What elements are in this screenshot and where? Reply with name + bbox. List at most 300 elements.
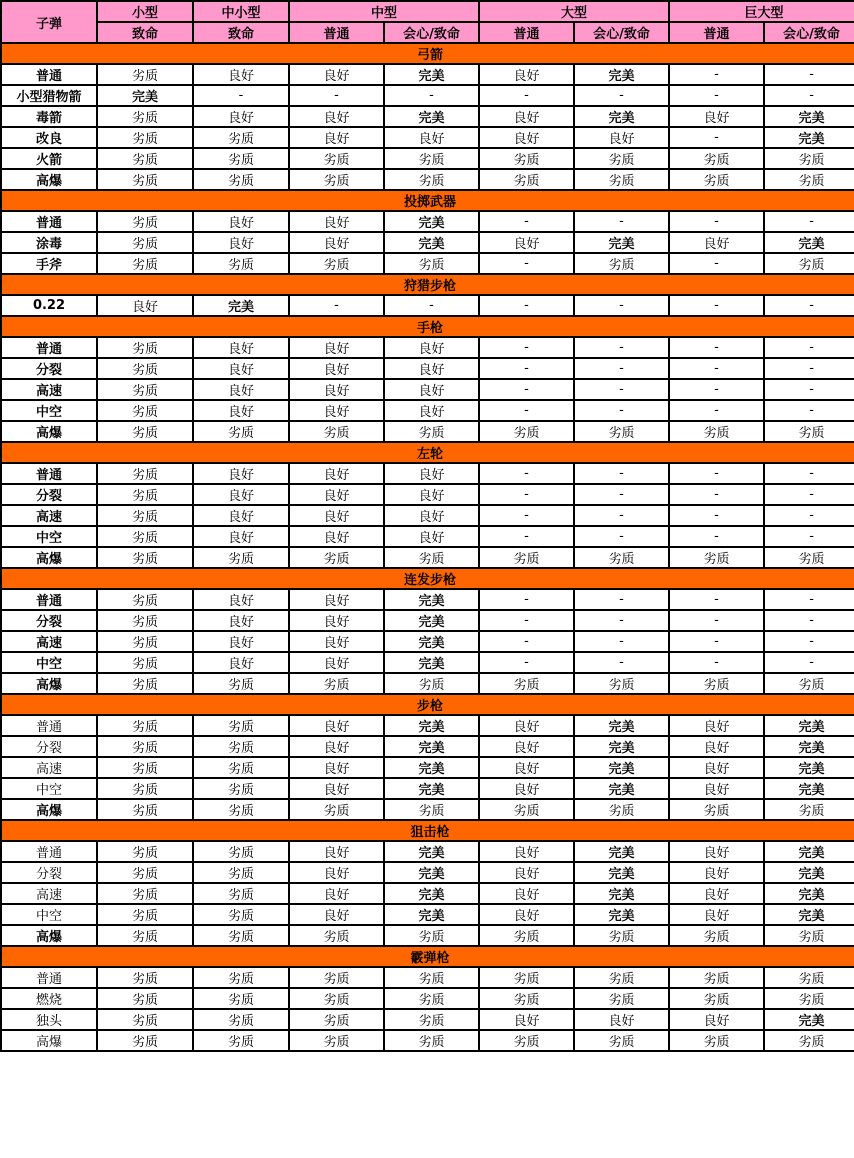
rating-cell: 良好 [669, 106, 764, 127]
ammo-column-header: 子弹 [1, 1, 97, 43]
rating-cell: 劣质 [97, 526, 193, 547]
rating-cell: 劣质 [97, 862, 193, 883]
rating-cell: - [479, 400, 574, 421]
section-title: 弓箭 [1, 43, 854, 64]
rating-cell: 良好 [193, 106, 289, 127]
rating-cell: 劣质 [97, 736, 193, 757]
ammo-name: 涂毒 [1, 232, 97, 253]
rating-cell: 劣质 [669, 967, 764, 988]
rating-cell: 劣质 [764, 148, 854, 169]
rating-cell: 完美 [384, 778, 479, 799]
table-row [1, 400, 854, 421]
rating-cell: 完美 [574, 862, 669, 883]
table-row [1, 484, 854, 505]
table-row [1, 610, 854, 631]
rating-cell: - [669, 64, 764, 85]
ammo-name: 0.22 [1, 295, 97, 316]
table-row [1, 967, 854, 988]
section-title: 狩猎步枪 [1, 274, 854, 295]
rating-cell: 完美 [764, 127, 854, 148]
rating-cell: 良好 [193, 232, 289, 253]
rating-cell: 劣质 [193, 988, 289, 1009]
rating-cell: 劣质 [97, 337, 193, 358]
rating-cell: 完美 [764, 862, 854, 883]
rating-cell: 劣质 [97, 64, 193, 85]
rating-cell: 良好 [289, 64, 384, 85]
rating-cell: 劣质 [97, 484, 193, 505]
table-row [1, 358, 854, 379]
table-row [1, 589, 854, 610]
rating-cell: 完美 [764, 736, 854, 757]
rating-cell: - [764, 610, 854, 631]
subheader-cell: 普通 [289, 22, 384, 43]
rating-cell: - [669, 484, 764, 505]
ammo-name: 独头 [1, 1009, 97, 1030]
rating-cell: - [479, 379, 574, 400]
ammo-name: 高速 [1, 505, 97, 526]
ammo-name: 高爆 [1, 673, 97, 694]
rating-cell: 劣质 [764, 169, 854, 190]
table-row [1, 85, 854, 106]
rating-cell: - [764, 589, 854, 610]
rating-cell: 良好 [193, 505, 289, 526]
rating-cell: 劣质 [384, 421, 479, 442]
rating-cell: 良好 [193, 589, 289, 610]
rating-cell: 劣质 [97, 127, 193, 148]
rating-cell: - [669, 358, 764, 379]
rating-cell: - [574, 589, 669, 610]
rating-cell: 劣质 [479, 799, 574, 820]
header-row-subtypes [1, 22, 854, 43]
rating-cell: 良好 [669, 1009, 764, 1030]
rating-cell: 劣质 [97, 757, 193, 778]
rating-cell: 劣质 [479, 1030, 574, 1051]
size-header-small-medium: 中小型 [193, 1, 289, 22]
rating-cell: - [669, 85, 764, 106]
rating-cell: - [479, 295, 574, 316]
rating-cell: 完美 [764, 106, 854, 127]
table-row [1, 1009, 854, 1030]
rating-cell: 良好 [479, 232, 574, 253]
rating-cell: - [764, 85, 854, 106]
rating-cell: 劣质 [384, 988, 479, 1009]
rating-cell: 劣质 [384, 1030, 479, 1051]
size-header-huge: 巨大型 [669, 1, 854, 22]
rating-cell: 良好 [289, 358, 384, 379]
rating-cell: 良好 [193, 337, 289, 358]
rating-cell: 良好 [479, 127, 574, 148]
rating-cell: - [669, 463, 764, 484]
rating-cell: 劣质 [193, 904, 289, 925]
subheader-cell: 致命 [193, 22, 289, 43]
size-header-medium: 中型 [289, 1, 479, 22]
rating-cell: - [669, 253, 764, 274]
rating-cell: - [764, 295, 854, 316]
ammo-name: 中空 [1, 400, 97, 421]
rating-cell: 劣质 [289, 988, 384, 1009]
rating-cell: - [289, 295, 384, 316]
rating-cell: - [384, 295, 479, 316]
rating-cell: - [669, 652, 764, 673]
ammo-name: 普通 [1, 841, 97, 862]
rating-cell: 良好 [289, 463, 384, 484]
rating-cell: - [574, 463, 669, 484]
rating-cell: - [669, 400, 764, 421]
ammo-name: 普通 [1, 463, 97, 484]
rating-cell: 完美 [384, 64, 479, 85]
rating-cell: 完美 [764, 715, 854, 736]
rating-cell: 良好 [289, 337, 384, 358]
table-row [1, 211, 854, 232]
rating-cell: - [764, 526, 854, 547]
section-header-row [1, 442, 854, 463]
rating-cell: 劣质 [669, 799, 764, 820]
table-row [1, 421, 854, 442]
rating-cell: 良好 [289, 715, 384, 736]
table-row [1, 904, 854, 925]
rating-cell: - [669, 127, 764, 148]
ammo-name: 分裂 [1, 484, 97, 505]
rating-cell: 劣质 [289, 253, 384, 274]
rating-cell: 良好 [574, 1009, 669, 1030]
rating-cell: - [574, 631, 669, 652]
rating-cell: 良好 [669, 778, 764, 799]
rating-cell: 劣质 [479, 925, 574, 946]
section-title: 连发步枪 [1, 568, 854, 589]
rating-cell: 劣质 [384, 169, 479, 190]
rating-cell: 良好 [289, 631, 384, 652]
rating-cell: 完美 [384, 757, 479, 778]
rating-cell: 完美 [574, 106, 669, 127]
rating-cell: 劣质 [97, 841, 193, 862]
rating-cell: 劣质 [193, 127, 289, 148]
rating-cell: - [479, 610, 574, 631]
rating-cell: 完美 [384, 904, 479, 925]
rating-cell: 劣质 [97, 232, 193, 253]
ammo-name: 高爆 [1, 169, 97, 190]
ammo-name: 燃烧 [1, 988, 97, 1009]
rating-cell: 劣质 [574, 253, 669, 274]
table-row [1, 736, 854, 757]
rating-cell: 劣质 [193, 799, 289, 820]
rating-cell: 良好 [479, 757, 574, 778]
rating-cell: 劣质 [97, 673, 193, 694]
rating-cell: 完美 [384, 883, 479, 904]
rating-cell: 良好 [289, 883, 384, 904]
rating-cell: 劣质 [574, 925, 669, 946]
rating-cell: 良好 [289, 232, 384, 253]
rating-cell: 良好 [289, 484, 384, 505]
rating-cell: 良好 [669, 904, 764, 925]
rating-cell: - [764, 505, 854, 526]
rating-cell: 良好 [289, 211, 384, 232]
rating-cell: 劣质 [97, 211, 193, 232]
table-row [1, 1030, 854, 1051]
rating-cell: 完美 [764, 841, 854, 862]
table-row [1, 757, 854, 778]
rating-cell: - [764, 463, 854, 484]
section-header-row [1, 43, 854, 64]
subheader-cell: 普通 [479, 22, 574, 43]
ammo-name: 普通 [1, 337, 97, 358]
rating-cell: 劣质 [97, 463, 193, 484]
rating-cell: 良好 [289, 841, 384, 862]
rating-cell: 劣质 [193, 1030, 289, 1051]
rating-cell: 良好 [479, 64, 574, 85]
rating-cell: 完美 [384, 106, 479, 127]
ammo-name: 高爆 [1, 547, 97, 568]
rating-cell: 良好 [669, 862, 764, 883]
rating-cell: 劣质 [479, 148, 574, 169]
rating-cell: 良好 [669, 736, 764, 757]
subheader-cell: 会心/致命 [574, 22, 669, 43]
rating-cell: 劣质 [669, 673, 764, 694]
table-row [1, 505, 854, 526]
rating-cell: 劣质 [669, 925, 764, 946]
table-row [1, 295, 854, 316]
table-row [1, 379, 854, 400]
rating-cell: 劣质 [384, 967, 479, 988]
rating-cell: 完美 [574, 232, 669, 253]
ammo-name: 普通 [1, 211, 97, 232]
rating-cell: 劣质 [479, 421, 574, 442]
rating-cell: 良好 [669, 883, 764, 904]
section-title: 投掷武器 [1, 190, 854, 211]
table-row [1, 463, 854, 484]
rating-cell: 完美 [574, 778, 669, 799]
rating-cell: - [764, 211, 854, 232]
rating-cell: 良好 [289, 526, 384, 547]
rating-cell: - [669, 337, 764, 358]
rating-cell: 劣质 [764, 1030, 854, 1051]
rating-cell: 完美 [574, 841, 669, 862]
rating-cell: 劣质 [97, 610, 193, 631]
rating-cell: 良好 [479, 841, 574, 862]
ammo-name: 高爆 [1, 799, 97, 820]
rating-cell: 良好 [384, 127, 479, 148]
rating-cell: 劣质 [764, 925, 854, 946]
rating-cell: 劣质 [193, 673, 289, 694]
rating-cell: - [574, 484, 669, 505]
rating-cell: 劣质 [764, 421, 854, 442]
rating-cell: 完美 [764, 904, 854, 925]
rating-cell: 劣质 [193, 169, 289, 190]
rating-cell: 劣质 [574, 988, 669, 1009]
rating-cell: - [479, 652, 574, 673]
rating-cell: - [479, 253, 574, 274]
rating-cell: 劣质 [97, 358, 193, 379]
rating-cell: 劣质 [97, 967, 193, 988]
rating-cell: 劣质 [97, 778, 193, 799]
rating-cell: 劣质 [97, 253, 193, 274]
rating-cell: - [574, 337, 669, 358]
rating-cell: - [574, 358, 669, 379]
rating-cell: 良好 [669, 715, 764, 736]
rating-cell: 完美 [764, 757, 854, 778]
table-row [1, 64, 854, 85]
rating-cell: 劣质 [764, 967, 854, 988]
rating-cell: - [479, 631, 574, 652]
rating-cell: 劣质 [193, 883, 289, 904]
rating-cell: - [479, 526, 574, 547]
rating-cell: 良好 [289, 652, 384, 673]
rating-cell: 良好 [289, 379, 384, 400]
rating-cell: 良好 [479, 778, 574, 799]
rating-cell: 劣质 [669, 988, 764, 1009]
subheader-cell: 会心/致命 [764, 22, 854, 43]
rating-cell: 良好 [384, 358, 479, 379]
rating-cell: 良好 [289, 589, 384, 610]
rating-cell: 良好 [574, 127, 669, 148]
rating-cell: - [479, 484, 574, 505]
ammo-name: 毒箭 [1, 106, 97, 127]
rating-cell: 劣质 [97, 883, 193, 904]
ammo-name: 中空 [1, 652, 97, 673]
ammo-name: 手斧 [1, 253, 97, 274]
rating-cell: 劣质 [574, 799, 669, 820]
rating-cell: 完美 [574, 883, 669, 904]
rating-cell: - [479, 358, 574, 379]
header-row-sizes [1, 1, 854, 22]
rating-cell: - [764, 358, 854, 379]
rating-cell: 劣质 [97, 1030, 193, 1051]
rating-cell: - [764, 400, 854, 421]
section-title: 步枪 [1, 694, 854, 715]
section-header-row [1, 190, 854, 211]
rating-cell: 完美 [574, 904, 669, 925]
table-row [1, 127, 854, 148]
rating-cell: 良好 [289, 862, 384, 883]
rating-cell: 劣质 [289, 169, 384, 190]
rating-cell: 劣质 [384, 799, 479, 820]
ammo-name: 高爆 [1, 1030, 97, 1051]
rating-cell: 劣质 [193, 421, 289, 442]
rating-cell: 良好 [289, 106, 384, 127]
rating-cell: 劣质 [289, 1030, 384, 1051]
rating-cell: 劣质 [97, 421, 193, 442]
rating-cell: 劣质 [384, 925, 479, 946]
section-header-row [1, 274, 854, 295]
rating-cell: 劣质 [764, 253, 854, 274]
rating-cell: 完美 [384, 589, 479, 610]
rating-cell: 劣质 [574, 967, 669, 988]
rating-cell: 劣质 [289, 1009, 384, 1030]
rating-cell: - [764, 631, 854, 652]
rating-cell: - [479, 85, 574, 106]
size-header-small: 小型 [97, 1, 193, 22]
rating-cell: 完美 [193, 295, 289, 316]
rating-cell: 劣质 [574, 1030, 669, 1051]
rating-cell: - [764, 379, 854, 400]
rating-cell: 良好 [289, 904, 384, 925]
rating-cell: 劣质 [193, 547, 289, 568]
rating-cell: 完美 [764, 883, 854, 904]
rating-cell: 劣质 [574, 547, 669, 568]
rating-cell: 良好 [669, 757, 764, 778]
rating-cell: 劣质 [574, 673, 669, 694]
ammo-name: 高速 [1, 883, 97, 904]
rating-cell: - [384, 85, 479, 106]
rating-cell: 劣质 [669, 1030, 764, 1051]
rating-cell: 劣质 [574, 421, 669, 442]
section-header-row [1, 946, 854, 967]
rating-cell: 劣质 [193, 778, 289, 799]
table-row [1, 778, 854, 799]
rating-cell: 劣质 [97, 925, 193, 946]
rating-cell: 良好 [479, 715, 574, 736]
rating-cell: - [574, 295, 669, 316]
rating-cell: 劣质 [193, 148, 289, 169]
rating-cell: 劣质 [669, 148, 764, 169]
table-row [1, 631, 854, 652]
rating-cell: - [669, 610, 764, 631]
table-row [1, 253, 854, 274]
rating-cell: 完美 [574, 757, 669, 778]
rating-cell: 劣质 [764, 988, 854, 1009]
rating-cell: 劣质 [384, 253, 479, 274]
rating-cell: - [479, 211, 574, 232]
rating-cell: 劣质 [97, 799, 193, 820]
rating-cell: 劣质 [479, 547, 574, 568]
rating-cell: 劣质 [193, 1009, 289, 1030]
rating-cell: 劣质 [479, 988, 574, 1009]
rating-cell: 劣质 [384, 673, 479, 694]
rating-cell: 完美 [574, 715, 669, 736]
rating-cell: 劣质 [97, 589, 193, 610]
rating-cell: 劣质 [384, 547, 479, 568]
rating-cell: - [574, 652, 669, 673]
rating-cell: - [669, 526, 764, 547]
section-header-row [1, 568, 854, 589]
rating-cell: 完美 [384, 652, 479, 673]
ammo-name: 普通 [1, 715, 97, 736]
rating-cell: - [764, 652, 854, 673]
rating-cell: 完美 [384, 736, 479, 757]
table-row [1, 547, 854, 568]
rating-cell: 完美 [764, 778, 854, 799]
rating-cell: 良好 [384, 379, 479, 400]
rating-cell: 劣质 [193, 925, 289, 946]
table-row [1, 799, 854, 820]
rating-cell: 劣质 [193, 253, 289, 274]
rating-cell: - [479, 589, 574, 610]
section-header-row [1, 694, 854, 715]
rating-cell: 良好 [193, 484, 289, 505]
rating-cell: 完美 [384, 862, 479, 883]
rating-cell: 完美 [384, 232, 479, 253]
rating-cell: 良好 [193, 463, 289, 484]
ammo-name: 中空 [1, 904, 97, 925]
table-row [1, 988, 854, 1009]
rating-cell: 良好 [479, 106, 574, 127]
table-row [1, 169, 854, 190]
section-title: 手枪 [1, 316, 854, 337]
table-row [1, 337, 854, 358]
ammo-name: 分裂 [1, 736, 97, 757]
ammo-name: 改良 [1, 127, 97, 148]
rating-cell: 劣质 [97, 652, 193, 673]
subheader-cell: 会心/致命 [384, 22, 479, 43]
rating-cell: 良好 [479, 1009, 574, 1030]
section-title: 狙击枪 [1, 820, 854, 841]
rating-cell: 劣质 [97, 988, 193, 1009]
rating-cell: 良好 [193, 211, 289, 232]
rating-cell: 劣质 [193, 736, 289, 757]
rating-cell: 完美 [764, 232, 854, 253]
rating-cell: 劣质 [289, 925, 384, 946]
rating-cell: 完美 [384, 610, 479, 631]
rating-cell: 劣质 [97, 505, 193, 526]
